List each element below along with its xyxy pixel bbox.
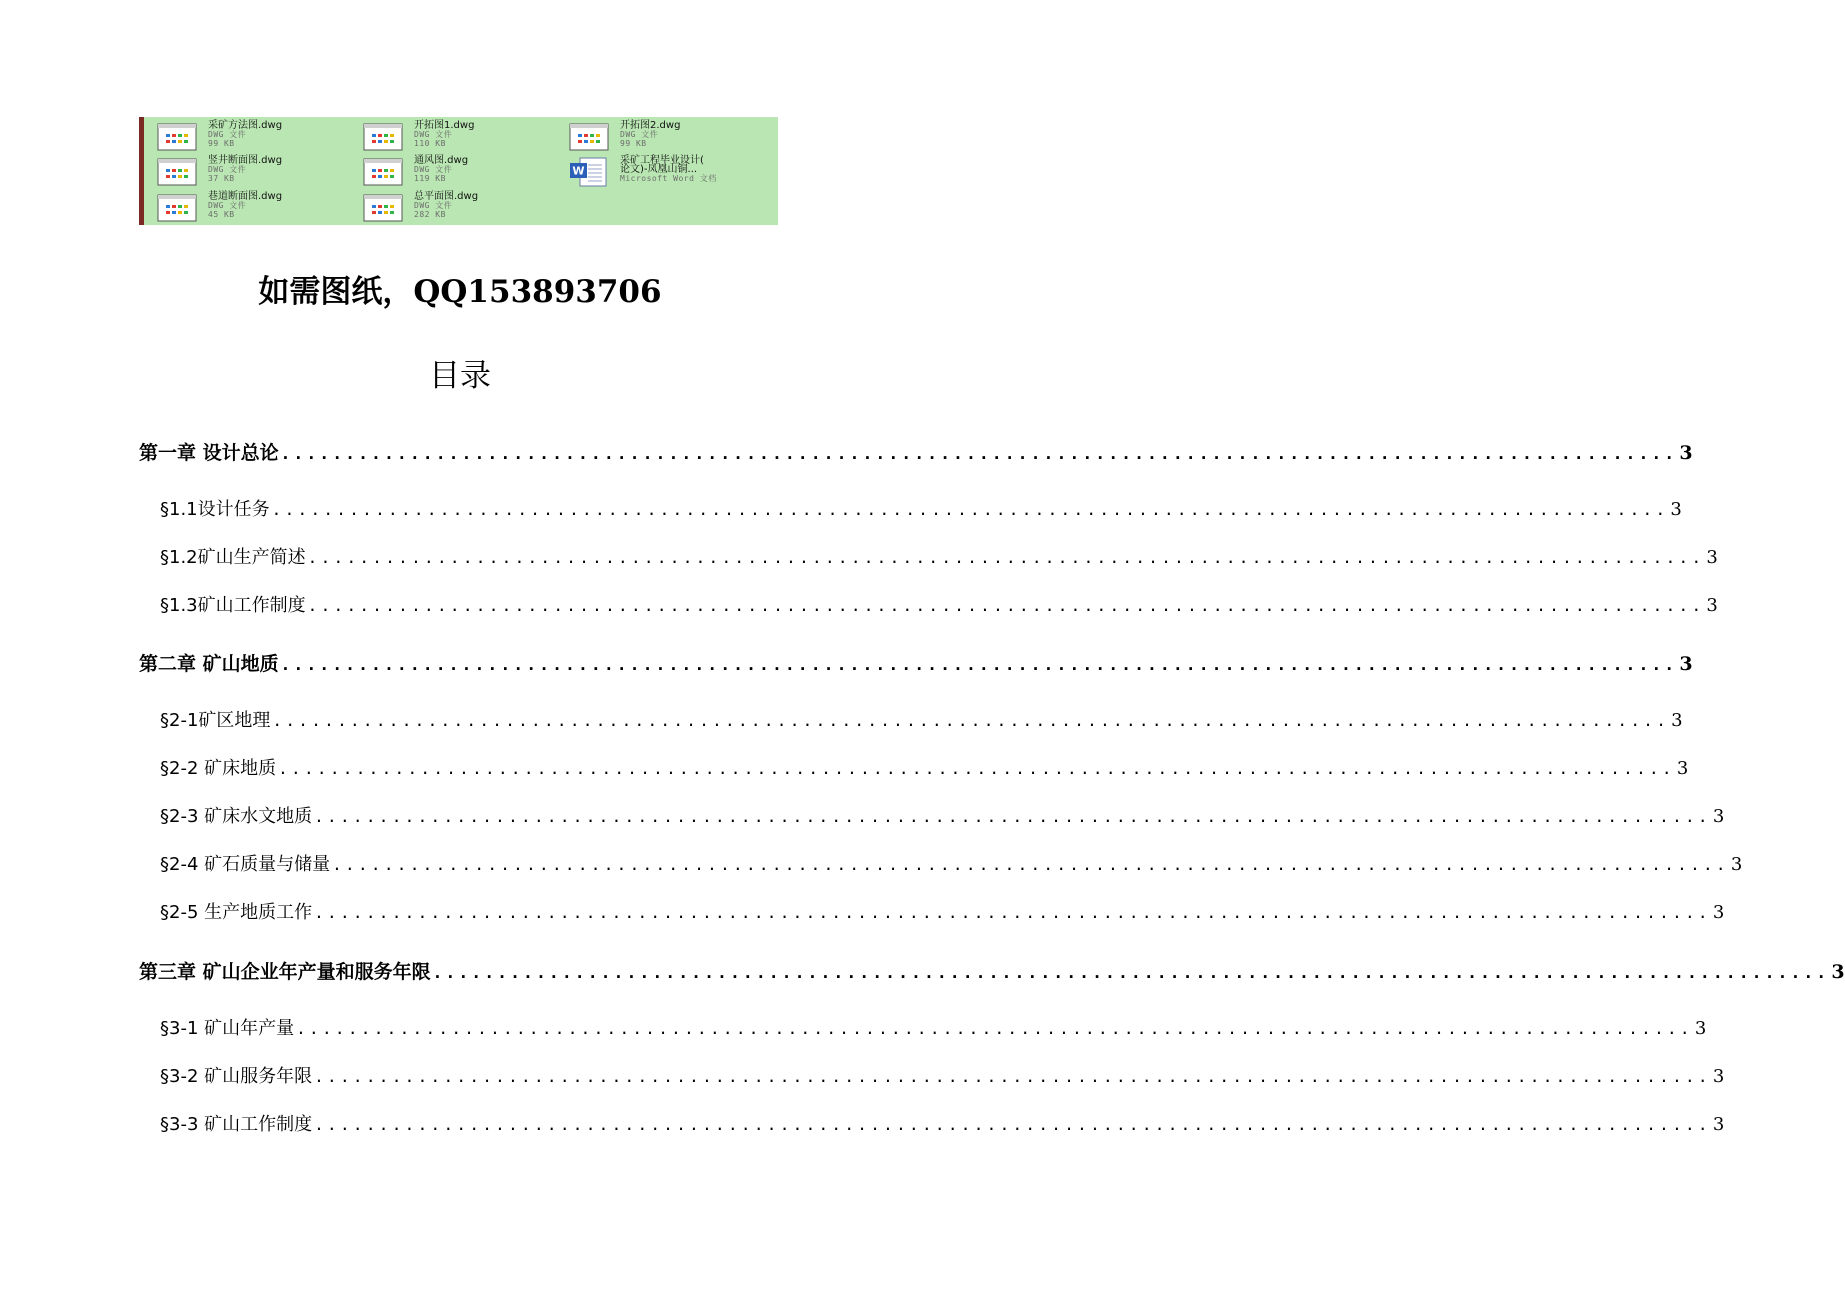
file-type: DWG 文件 — [414, 201, 453, 210]
toc-section-entry[interactable] — [160, 850, 1743, 876]
toc-section-entry[interactable] — [160, 591, 1718, 617]
file-name-continued: 论文)-凤凰山铜... — [620, 164, 698, 175]
file-item[interactable] — [568, 155, 768, 189]
toc-entry-text: §3-1 矿山年产量 — [160, 1018, 295, 1039]
file-type: DWG 文件 — [208, 165, 247, 174]
dwg-file-icon — [156, 157, 198, 187]
dwg-file-icon — [362, 193, 404, 223]
file-item[interactable] — [568, 120, 768, 154]
dwg-file-icon — [156, 193, 198, 223]
file-name: 开拓图1.dwg — [414, 120, 475, 131]
toc-section-entry[interactable] — [160, 495, 1682, 521]
toc-leader-dots: ............................................................................................................ — [432, 963, 1830, 982]
toc-page-number: 3 — [1712, 1066, 1725, 1087]
file-type: DWG 文件 — [208, 201, 247, 210]
toc-section-entry[interactable] — [160, 1062, 1725, 1088]
file-size: 45 KB — [208, 210, 235, 219]
file-explorer-screenshot — [139, 117, 778, 225]
toc-entry-text: §3-2 矿山服务年限 — [160, 1066, 313, 1087]
file-item[interactable] — [362, 120, 562, 154]
toc-leader-dots: ............................................................................................................ — [307, 548, 1705, 567]
toc-leader-dots: ............................................................................................................ — [271, 500, 1669, 519]
toc-leader-dots: ............................................................................................................ — [272, 711, 1670, 730]
toc-entry-text: §2-4 矿石质量与储量 — [160, 854, 331, 875]
toc-leader-dots: ............................................................................................................ — [314, 1067, 1711, 1086]
toc-leader-dots: ............................................................................................................ — [314, 903, 1711, 922]
file-type: DWG 文件 — [414, 130, 453, 139]
file-size: 119 KB — [414, 174, 446, 183]
file-size: 37 KB — [208, 174, 235, 183]
toc-leader-dots: ............................................................................................................ — [296, 1019, 1693, 1038]
dwg-file-icon — [568, 122, 610, 152]
toc-page-number: 3 — [1671, 710, 1683, 731]
file-type: DWG 文件 — [208, 130, 247, 139]
contact-banner: 如需图纸，QQ153893706 — [258, 274, 662, 310]
file-name: 巷道断面图.dwg — [208, 191, 283, 202]
toc-section-entry[interactable] — [160, 706, 1683, 732]
toc-page-number: 3 — [1712, 1114, 1725, 1135]
file-name: 通风图.dwg — [414, 155, 469, 166]
file-name: 采矿方法图.dwg — [208, 120, 283, 131]
toc-page-number: 3 — [1670, 499, 1682, 520]
word-document-icon — [568, 157, 610, 187]
file-type: DWG 文件 — [620, 130, 659, 139]
file-size: 99 KB — [208, 139, 235, 148]
dwg-file-icon — [156, 122, 198, 152]
dwg-file-icon — [362, 122, 404, 152]
toc-entry-text: §2-1矿区地理 — [160, 710, 271, 731]
toc-leader-dots: ............................................................................................................ — [332, 855, 1729, 874]
toc-chapter-entry[interactable] — [139, 957, 1845, 983]
file-name: 总平面图.dwg — [414, 191, 479, 202]
toc-chapter-entry[interactable] — [139, 649, 1693, 675]
toc-section-entry[interactable] — [160, 1014, 1707, 1040]
toc-leader-dots: ............................................................................................................ — [314, 1115, 1711, 1134]
file-item[interactable] — [362, 155, 562, 189]
file-name: 采矿工程毕业设计( — [620, 155, 704, 166]
toc-section-entry[interactable] — [160, 754, 1689, 780]
toc-entry-text: §1.1设计任务 — [160, 499, 270, 520]
toc-leader-dots: ............................................................................................................ — [314, 807, 1711, 826]
file-name: 开拓图2.dwg — [620, 120, 681, 131]
toc-page-number: 3 — [1679, 442, 1693, 464]
dwg-file-icon — [362, 157, 404, 187]
toc-entry-text: 第二章 矿山地质 — [139, 653, 279, 675]
toc-leader-dots: ............................................................................................................ — [280, 655, 1678, 674]
toc-page-number: 3 — [1694, 1018, 1707, 1039]
toc-page-number: 3 — [1712, 902, 1725, 923]
toc-section-entry[interactable] — [160, 1110, 1725, 1136]
file-item[interactable] — [156, 155, 356, 189]
file-item[interactable] — [156, 191, 356, 225]
toc-section-entry[interactable] — [160, 898, 1725, 924]
toc-page-number: 3 — [1730, 854, 1743, 875]
file-size: 282 KB — [414, 210, 446, 219]
toc-title: 目录 — [429, 358, 491, 394]
file-name: 竖井断面图.dwg — [208, 155, 283, 166]
toc-leader-dots: ............................................................................................................ — [280, 444, 1678, 463]
file-size: 110 KB — [414, 139, 446, 148]
file-item[interactable] — [156, 120, 356, 154]
file-type: Microsoft Word 文档 — [620, 174, 717, 183]
file-item[interactable] — [362, 191, 562, 225]
toc-page-number: 3 — [1712, 806, 1725, 827]
file-size: 99 KB — [620, 139, 647, 148]
toc-entry-text: 第一章 设计总论 — [139, 442, 279, 464]
toc-page-number: 3 — [1679, 653, 1693, 675]
toc-entry-text: §3-3 矿山工作制度 — [160, 1114, 313, 1135]
toc-entry-text: §1.3矿山工作制度 — [160, 595, 306, 616]
toc-entry-text: 第三章 矿山企业年产量和服务年限 — [139, 961, 431, 983]
toc-entry-text: §1.2矿山生产简述 — [160, 547, 306, 568]
toc-leader-dots: ............................................................................................................ — [278, 759, 1675, 778]
toc-section-entry[interactable] — [160, 543, 1718, 569]
toc-page-number: 3 — [1706, 595, 1718, 616]
toc-entry-text: §2-5 生产地质工作 — [160, 902, 313, 923]
toc-entry-text: §2-2 矿床地质 — [160, 758, 277, 779]
file-type: DWG 文件 — [414, 165, 453, 174]
toc-section-entry[interactable] — [160, 802, 1725, 828]
toc-chapter-entry[interactable] — [139, 438, 1693, 464]
svg-text:W: W — [572, 164, 585, 178]
toc-page-number: 3 — [1706, 547, 1718, 568]
toc-entry-text: §2-3 矿床水文地质 — [160, 806, 313, 827]
toc-page-number: 3 — [1676, 758, 1689, 779]
toc-leader-dots: ............................................................................................................ — [307, 596, 1705, 615]
toc-page-number: 3 — [1831, 961, 1845, 983]
